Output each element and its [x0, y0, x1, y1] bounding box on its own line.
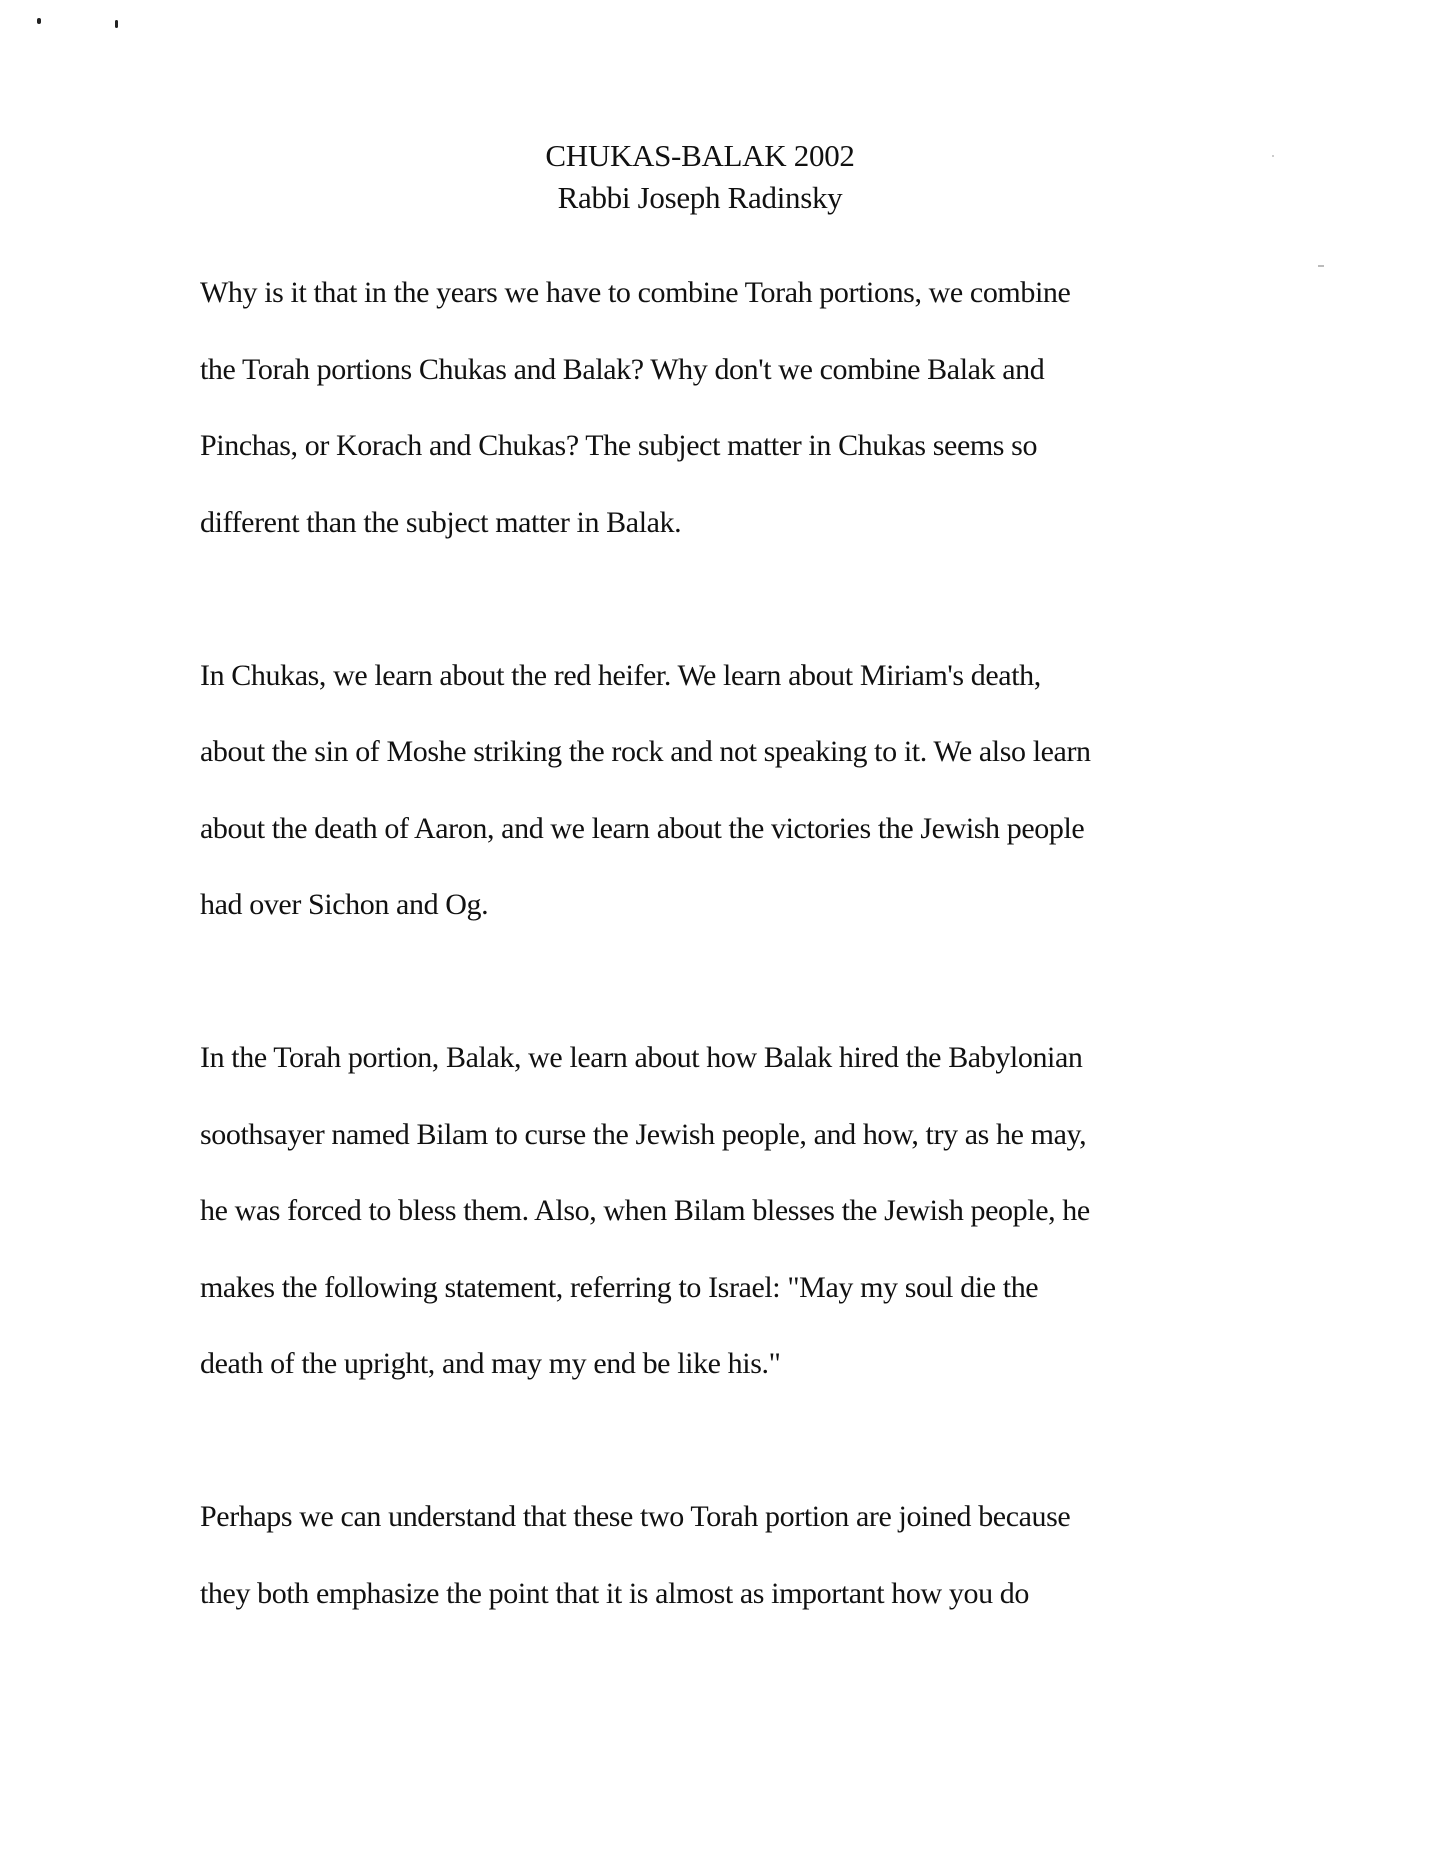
- scan-artifact-mark: [37, 18, 41, 24]
- text-line: Perhaps we can understand that these two Torah portion are joined because: [200, 1500, 1071, 1533]
- text-line: about the death of Aaron, and we learn about the victories the Jewish people: [200, 811, 1085, 845]
- document-title: CHUKAS-BALAK 2002: [545, 138, 855, 173]
- text-line: In the Torah portion, Balak, we learn about how Balak hired the Babylonian: [200, 1041, 1083, 1074]
- paragraph: [200, 1020, 1210, 1403]
- text-line: they both emphasize the point that it is almost as important how you do: [200, 1576, 1029, 1610]
- text-line: soothsayer named Bilam to curse the Jewish people, and how, try as he may,: [200, 1117, 1087, 1151]
- scan-artifact-mark: [115, 20, 118, 28]
- text-line: he was forced to bless them. Also, when Bilam blesses the Jewish people, he: [200, 1194, 1090, 1227]
- text-line: makes the following statement, referring to Israel: "May my soul die the: [200, 1270, 1039, 1304]
- text-line: Why is it that in the years we have to combine Torah portions, we combine: [200, 276, 1071, 309]
- document-body: [200, 255, 1210, 1709]
- paragraph: [200, 638, 1210, 944]
- text-line: Pinchas, or Korach and Chukas? The subject matter in Chukas seems so: [200, 429, 1038, 462]
- text-line: In Chukas, we learn about the red heifer. We learn about Miriam's death,: [200, 658, 1041, 692]
- paragraph: [200, 255, 1210, 561]
- text-line: death of the upright, and may my end be like his.": [200, 1347, 781, 1380]
- document-header: [0, 135, 1400, 219]
- document-author: Rabbi Joseph Radinsky: [557, 180, 843, 215]
- text-line: had over Sichon and Og.: [200, 888, 489, 921]
- text-line: the Torah portions Chukas and Balak? Why don't we combine Balak and: [200, 352, 1045, 386]
- text-line: different than the subject matter in Balak.: [200, 505, 682, 539]
- scan-artifact-speck: [1318, 265, 1324, 267]
- text-line: about the sin of Moshe striking the rock and not speaking to it. We also learn: [200, 735, 1091, 768]
- paragraph: [200, 1479, 1210, 1632]
